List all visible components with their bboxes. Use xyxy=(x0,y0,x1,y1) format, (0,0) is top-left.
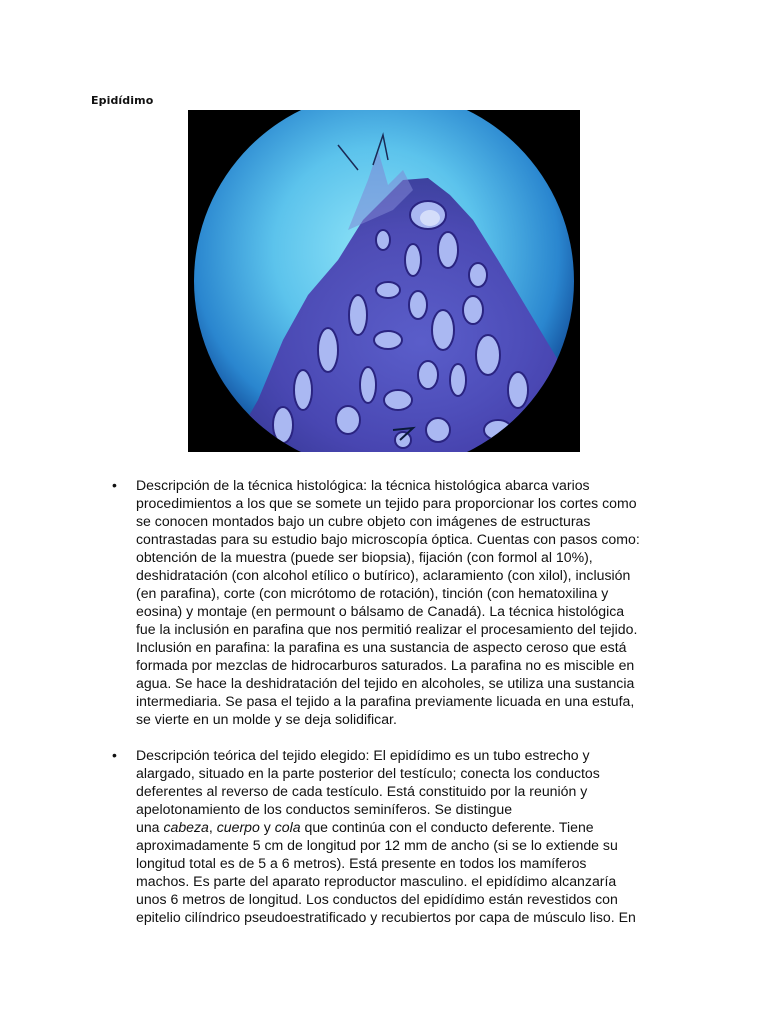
italic-term-cabeza: cabeza xyxy=(163,819,209,835)
page-title: Epidídimo xyxy=(91,94,154,107)
text-line: apelotonamiento de los conductos seminíferos. Se distingue xyxy=(136,801,513,817)
text-line: Descripción teórica del tejido elegido: El epidídimo es un tubo estrecho y xyxy=(136,747,590,763)
text-line: longitud total es de 5 a 6 metros). Está presente en todos los mamíferos xyxy=(136,855,587,871)
microscope-field-image xyxy=(188,110,580,452)
text-line-mixed xyxy=(136,818,682,836)
text-line: se conocen montados bajo un cubre objeto con imágenes de estructuras xyxy=(136,513,591,529)
text-line: deferentes al reverso de cada testículo. Está constituido por la reunión y xyxy=(136,783,588,799)
text-line: epitelio cilíndrico pseudoestratificado y recubiertos por capa de músculo liso. En xyxy=(136,909,636,925)
text-line: contrastadas para su estudio bajo microscopía óptica. Cuentas con pasos como: xyxy=(136,531,640,547)
text-line: machos. Es parte del aparato reproductor masculino. el epidídimo alcanzaría xyxy=(136,873,617,889)
text-line: se vierte en un molde y se deja solidificar. xyxy=(136,711,397,727)
text-line: obtención de la muestra (puede ser biopsia), fijación (con formol al 10%), xyxy=(136,549,593,565)
bullet-icon: • xyxy=(112,747,117,763)
text-run: que continúa con el conducto deferente. Tiene xyxy=(300,819,594,835)
text-run: , xyxy=(208,819,217,835)
text-run: y xyxy=(259,819,275,835)
paragraph-tejido xyxy=(136,746,682,926)
text-line: fue la inclusión en parafina que nos permitió realizar el procesamiento del tejido. xyxy=(136,621,638,637)
paragraph-tecnica xyxy=(136,476,682,728)
text-line: (en parafina), corte (con micrótomo de rotación), tinción (con hematoxilina y xyxy=(136,585,609,601)
text-line: formada por mezclas de hidrocarburos saturados. La parafina no es miscible en xyxy=(136,657,635,673)
content-list xyxy=(112,476,682,926)
text-line: eosina) y montaje (en permount o bálsamo de Canadá). La técnica histológica xyxy=(136,603,625,619)
list-item-tecnica-histologica xyxy=(112,476,682,728)
text-line: intermediaria. Se pasa el tejido a la parafina previamente licuada en una estufa, xyxy=(136,693,635,709)
text-line: agua. Se hace la deshidratación del tejido en alcoholes, se utiliza una sustancia xyxy=(136,675,635,691)
text-run: una xyxy=(136,819,164,835)
italic-term-cuerpo: cuerpo xyxy=(216,819,260,835)
text-line: Inclusión en parafina: la parafina es una sustancia de aspecto ceroso que está xyxy=(136,639,627,655)
list-item-descripcion-tejido xyxy=(112,746,682,926)
text-line: deshidratación (con alcohol etílico o butírico), aclaramiento (con xilol), inclusión xyxy=(136,567,631,583)
text-line: unos 6 metros de longitud. Los conductos del epidídimo están revestidos con xyxy=(136,891,618,907)
text-line: procedimientos a los que se somete un tejido para proporcionar los cortes como xyxy=(136,495,637,511)
bullet-icon: • xyxy=(112,477,117,493)
micrograph-image xyxy=(188,110,580,452)
italic-term-cola: cola xyxy=(274,819,301,835)
text-line: alargado, situado en la parte posterior del testículo; conecta los conductos xyxy=(136,765,600,781)
text-line: aproximadamente 5 cm de longitud por 12 mm de ancho (si se lo extiende su xyxy=(136,837,618,853)
text-line: Descripción de la técnica histológica: la técnica histológica abarca varios xyxy=(136,477,590,493)
